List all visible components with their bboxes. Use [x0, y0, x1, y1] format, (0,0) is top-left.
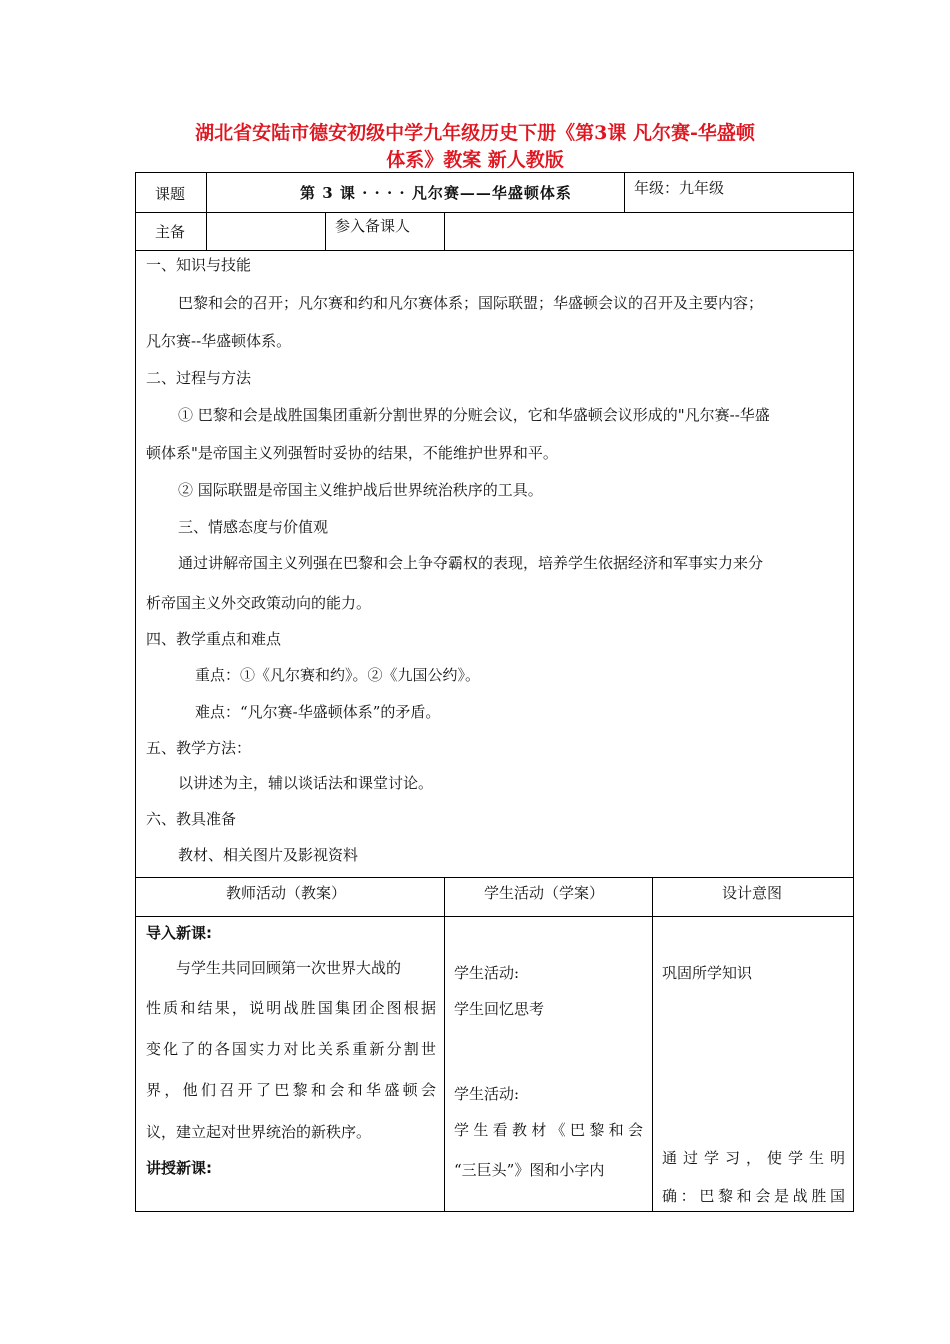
- co-prep-label: 参入备课人: [335, 217, 411, 235]
- student-activity-label: 学生活动:: [454, 964, 520, 982]
- grade-value: 年级：九年级: [634, 179, 725, 197]
- teacher-line: 界，他们召开了巴黎和会和华盛顿会: [146, 1081, 436, 1099]
- column-header-design: 设计意图: [722, 884, 783, 902]
- key-points: 重点：①《凡尔赛和约》。②《九国公约》。: [195, 666, 481, 684]
- section-heading: 六、教具准备: [146, 810, 237, 828]
- design-intent: 通过学习，使学生明: [662, 1149, 845, 1167]
- section-heading: 三、情感态度与价值观: [178, 518, 329, 536]
- teacher-line: 与学生共同回顾第一次世界大战的: [176, 959, 402, 977]
- paragraph: 巴黎和会的召开；凡尔赛和约和凡尔赛体系；国际联盟；华盛顿会议的召开及主要内容；: [178, 294, 764, 312]
- student-activity-text: 学生看教材《巴黎和会: [454, 1121, 643, 1139]
- paragraph: 通过讲解帝国主义列强在巴黎和会上争夺霸权的表现，培养学生依据经济和军事实力来分: [178, 554, 764, 572]
- column-header-student: 学生活动（学案）: [484, 884, 605, 902]
- design-intent: 巩固所学知识: [662, 964, 753, 982]
- teacher-line: 性质和结果，说明战胜国集团企图根据: [146, 999, 436, 1017]
- paragraph: 顿体系"是帝国主义列强暂时妥协的结果，不能维护世界和平。: [146, 444, 558, 462]
- teach-heading: 讲授新课:: [146, 1159, 212, 1177]
- section-heading: 四、教学重点和难点: [146, 630, 282, 648]
- design-intent: 确：巴黎和会是战胜国: [662, 1187, 845, 1205]
- teacher-line: 议，建立起对世界统治的新秩序。: [146, 1123, 372, 1141]
- student-activity-text: “三巨头”》图和小字内: [454, 1161, 605, 1179]
- lesson-value: 第 3 课 · · · · 凡尔赛——华盛顿体系: [300, 184, 572, 202]
- document-title-line2: 体系》教案 新人教版: [386, 149, 564, 171]
- column-header-teacher: 教师活动（教案）: [226, 884, 347, 902]
- paragraph: 析帝国主义外交政策动向的能力。: [146, 594, 372, 612]
- document-title-line1: 湖北省安陆市德安初级中学九年级历史下册《第3课 凡尔赛-华盛顿: [195, 122, 755, 144]
- lesson-label: 课题: [155, 185, 186, 203]
- main-prep-label: 主备: [155, 223, 186, 241]
- section-heading: 一、知识与技能: [146, 256, 252, 274]
- student-activity-label: 学生活动:: [454, 1085, 520, 1103]
- paragraph: 以讲述为主，辅以谈话法和课堂讨论。: [178, 774, 434, 792]
- student-activity-text: 学生回忆思考: [454, 1000, 545, 1018]
- teacher-line: 变化了的各国实力对比关系重新分割世: [146, 1040, 436, 1058]
- difficult-points: 难点：“凡尔赛-华盛顿体系”的矛盾。: [195, 703, 441, 721]
- intro-heading: 导入新课:: [146, 924, 212, 942]
- paragraph: 凡尔赛--华盛顿体系。: [146, 332, 292, 350]
- section-heading: 二、过程与方法: [146, 369, 252, 387]
- paragraph: ① 巴黎和会是战胜国集团重新分割世界的分赃会议，它和华盛顿会议形成的"凡尔赛--华盛: [178, 406, 770, 424]
- paragraph: ② 国际联盟是帝国主义维护战后世界统治秩序的工具。: [178, 481, 543, 499]
- section-heading: 五、教学方法：: [146, 739, 252, 757]
- paragraph: 教材、相关图片及影视资料: [178, 846, 359, 864]
